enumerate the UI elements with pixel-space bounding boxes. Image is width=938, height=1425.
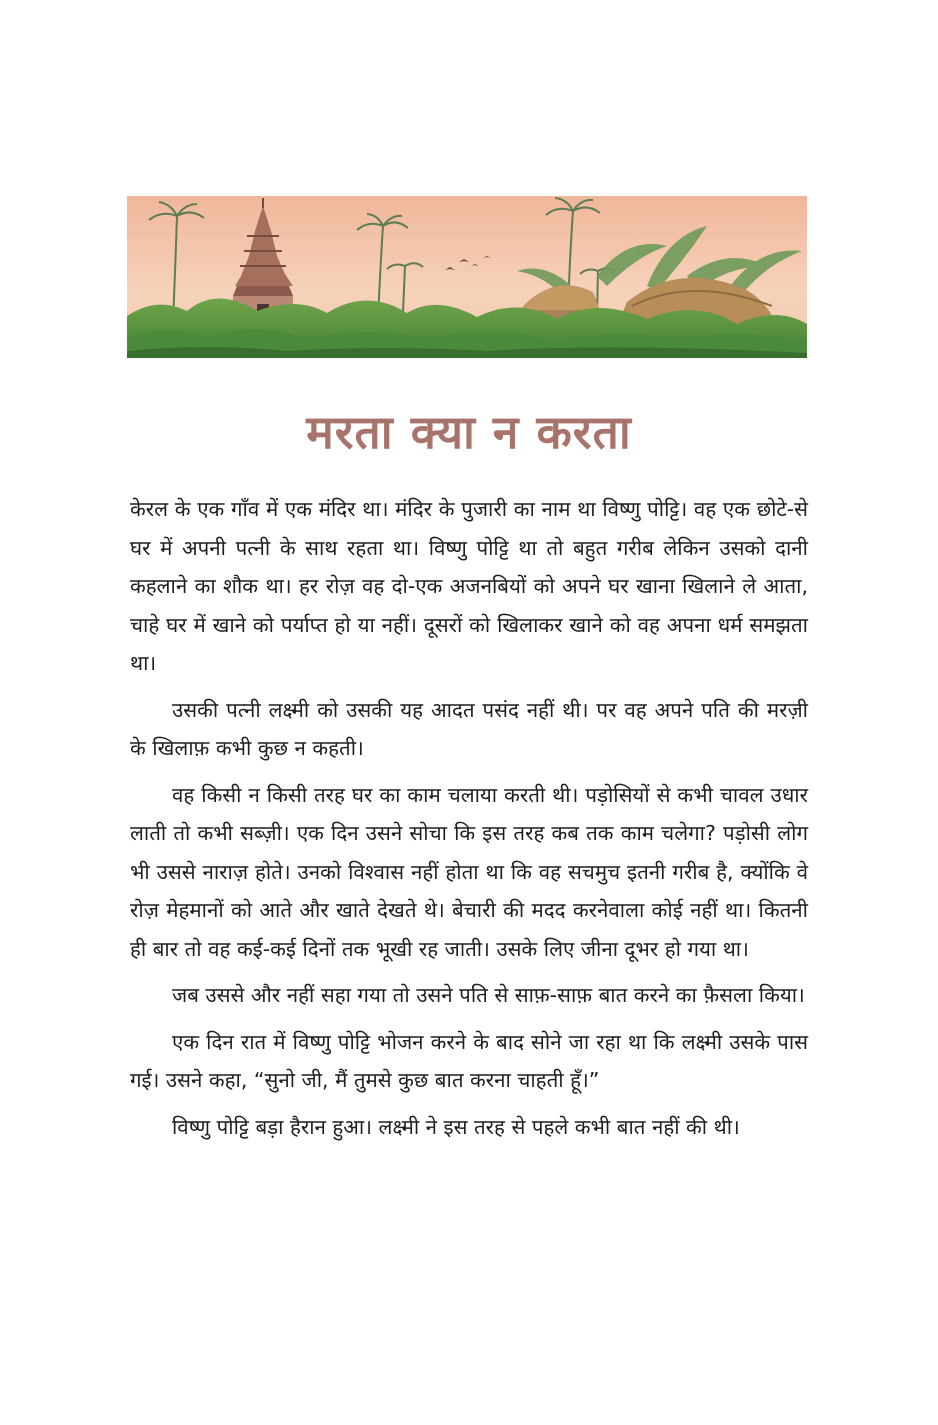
header-illustration xyxy=(127,196,807,358)
story-paragraph: एक दिन रात में विष्णु पोट्टि भोजन करने के बाद सोने जा रहा था कि लक्ष्मी उसके पास गई। उसने कहा, “सुनो जी, मैं तुमसे कुछ बात करना चाहती हूँ।” xyxy=(130,1029,808,1092)
story-paragraph: केरल के एक गाँव में एक मंदिर था। मंदिर के पुजारी का नाम था विष्णु पोट्टि। वह एक छोटे-से घर में अपनी पत्नी के साथ रहता था। विष्णु पोट्टि था तो बहुत गरीब लेकिन उसको दानी कहलाने का शौक था। हर रोज़ वह दो-एक अजनबियों को अपने घर खाना खिलाने ले आता, चाहे घर में खाने को पर्याप्त हो या नहीं। दूसरों को खिलाकर खाने को वह अपना धर्म समझता था। xyxy=(130,497,808,675)
story-paragraph: उसकी पत्नी लक्ष्मी को उसकी यह आदत पसंद नहीं थी। पर वह अपने पति की मरज़ी के खिलाफ़ कभी कुछ न कहती। xyxy=(130,697,808,760)
story-title: मरता क्या न करता xyxy=(306,405,632,459)
story-body xyxy=(130,490,808,1154)
story-paragraph: वह किसी न किसी तरह घर का काम चलाया करती थी। पड़ोसियों से कभी चावल उधार लाती तो कभी सब्ज़ी। एक दिन उसने सोचा कि इस तरह कब तक काम चलेगा? पड़ोसी लोग भी उससे नाराज़ होते। उनको विश्वास नहीं होता था कि वह सचमुच इतनी गरीब है, क्योंकि वे रोज़ मेहमानों को आते और खाते देखते थे। बेचारी की मदद करनेवाला कोई नहीं था। कितनी ही बार तो वह कई-कई दिनों तक भूखी रह जाती। उसके लिए जीना दूभर हो गया था। xyxy=(130,782,808,961)
story-paragraph: विष्णु पोट्टि बड़ा हैरान हुआ। लक्ष्मी ने इस तरह से पहले कभी बात नहीं की थी। xyxy=(172,1114,740,1139)
story-paragraph: जब उससे और नहीं सहा गया तो उसने पति से साफ़-साफ़ बात करने का फ़ैसला किया। xyxy=(172,983,805,1007)
village-temple-painting xyxy=(127,196,807,358)
